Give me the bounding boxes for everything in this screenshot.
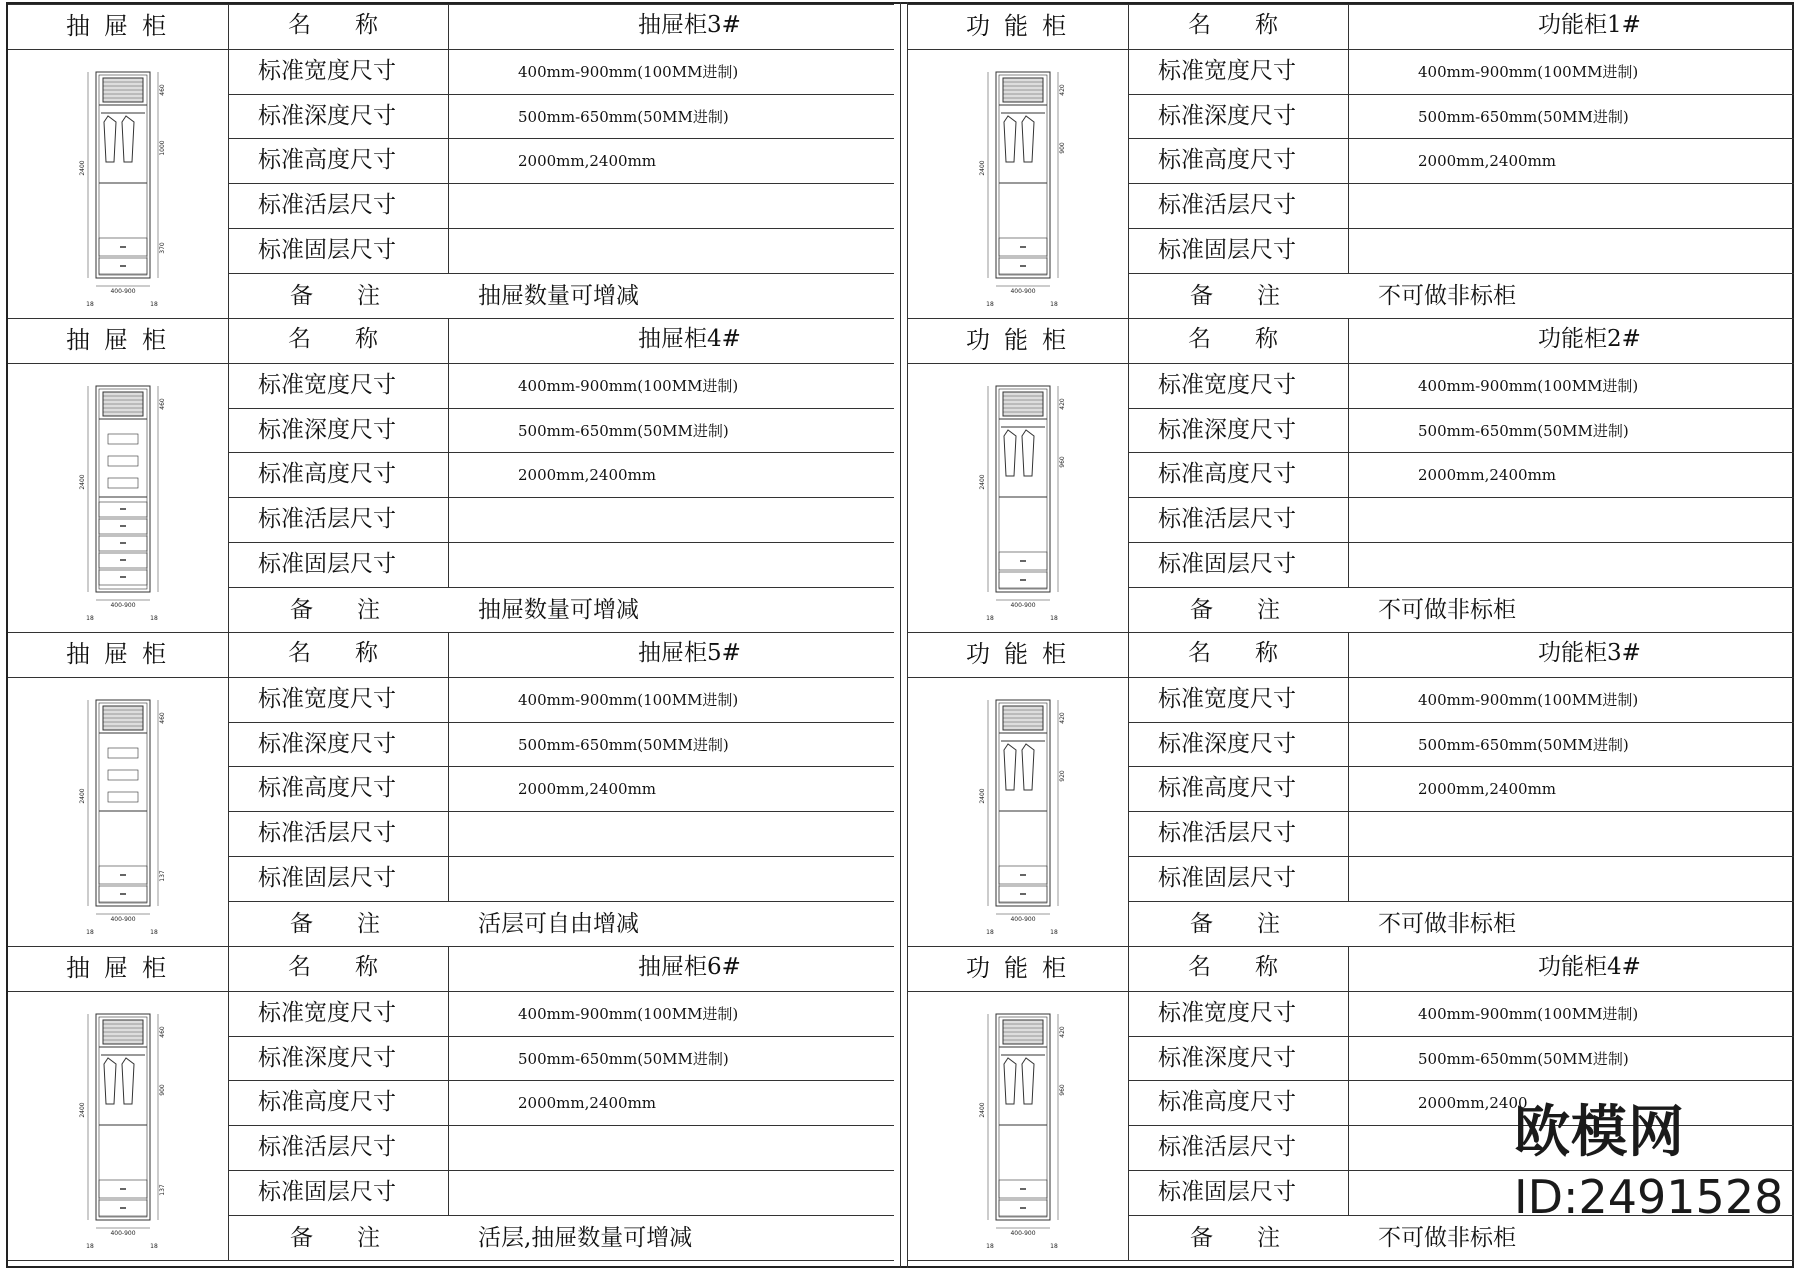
spec-value-height: 2000mm,2400mm [1418,780,1557,799]
spec-value-depth: 500mm-650mm(50MM进制) [518,1049,729,1068]
rule-line [228,1125,894,1126]
garment-shape [1004,430,1016,476]
spec-label-active-shelf: 标准活层尺寸 [258,820,396,847]
spec-value-depth: 500mm-650mm(50MM进制) [518,421,729,440]
remark-value: 不可做非标柜 [1378,282,1516,309]
category-label: 抽屉柜 [66,12,180,40]
remark-label-text: 备注 [290,596,424,623]
cabinet-spec-block [8,632,897,946]
category-label: 功能柜 [966,326,1080,354]
rule-line [1128,4,1129,318]
dim-total-height: 2400 [79,474,86,490]
rule-line [1128,946,1129,1260]
rule-line [1128,856,1794,857]
name-label-text: 名称 [288,640,422,666]
dim-mid: 960 [1059,456,1066,468]
dim-foot-right: 18 [1050,929,1058,936]
cabinet-elevation [968,1000,1088,1252]
spec-label-fixed-shelf: 标准固层尺寸 [258,237,396,263]
spec-value-width: 400mm-900mm(100MM进制) [518,62,739,81]
spec-label-height: 标准高度尺寸 [1158,147,1296,174]
dim-total-height: 2400 [979,788,986,804]
rule-line [228,408,894,409]
garment-shape [1004,744,1016,790]
folded-clothes [108,770,138,780]
rule-line [1128,632,1129,946]
rule-line [1128,722,1794,723]
remark-label [1190,282,1324,309]
spec-value-depth: 500mm-650mm(50MM进制) [518,735,729,754]
remark-label-text: 备注 [1190,910,1324,937]
cabinet-title: 抽屉柜5# [638,640,741,666]
cabinet-drawing [968,1000,1088,1252]
garment-shape [1004,116,1016,162]
rule-line [1128,94,1794,95]
watermark-id: ID:2491528 [1514,1170,1784,1224]
spec-label-depth: 标准深度尺寸 [258,730,396,757]
spec-label-width: 标准宽度尺寸 [258,57,396,84]
rule-line [228,452,894,453]
rule-line [228,183,894,184]
spec-value-width: 400mm-900mm(100MM进制) [1418,690,1639,709]
center-divider [900,2,908,1268]
spec-label-depth: 标准深度尺寸 [1158,102,1296,129]
spec-value-height: 2000mm,2400 [1418,1094,1528,1113]
rule-line [908,49,1794,50]
watermark-logo: 欧模网 [1514,1100,1685,1165]
dim-foot-right: 18 [1050,1243,1058,1250]
rule-line [908,946,1794,947]
cabinet-drawing [968,58,1088,310]
cabinet-spec-block [8,946,897,1260]
cabinet-elevation [68,372,188,624]
folded-clothes [108,792,138,802]
left-panel [8,4,897,1268]
spec-value-width: 400mm-900mm(100MM进制) [1418,62,1639,81]
spec-label-fixed-shelf: 标准固层尺寸 [258,865,396,891]
name-label [1188,328,1322,351]
name-label [288,328,422,351]
dim-top: 460 [159,712,166,724]
dim-low: 137 [159,1184,166,1196]
rule-line [908,991,1794,992]
dim-total-height: 2400 [979,160,986,176]
rule-line [908,318,1794,319]
rule-line [1128,901,1794,902]
remark-label [1190,596,1324,623]
dim-mid: 1000 [159,140,166,156]
spec-label-height: 标准高度尺寸 [258,1089,396,1116]
remark-value: 抽屉数量可增减 [478,596,639,623]
rule-line [448,946,449,1215]
spec-label-width: 标准宽度尺寸 [1158,685,1296,712]
rule-line [8,318,894,319]
rule-line [1128,497,1794,498]
spec-value-height: 2000mm,2400mm [1418,466,1557,485]
dim-foot-left: 18 [986,301,994,308]
remark-label-text: 备注 [1190,282,1324,309]
spec-label-fixed-shelf: 标准固层尺寸 [258,1179,396,1205]
remark-label-text: 备注 [290,1224,424,1251]
rule-line [228,497,894,498]
rule-line [228,1215,894,1216]
spec-value-depth: 500mm-650mm(50MM进制) [518,107,729,126]
category-label: 功能柜 [966,640,1080,668]
rule-line [8,4,894,5]
dim-total-height: 2400 [79,160,86,176]
dim-foot-right: 18 [1050,615,1058,622]
name-label-text: 名称 [1188,640,1322,666]
name-label-text: 名称 [288,12,422,38]
garment-shape [1022,1058,1034,1104]
remark-label [290,1224,424,1251]
dim-foot-right: 18 [150,615,158,622]
garment-shape [104,116,116,162]
rule-line [1128,452,1794,453]
spec-label-fixed-shelf: 标准固层尺寸 [1158,237,1296,263]
remark-value: 不可做非标柜 [1378,1224,1516,1251]
spec-label-active-shelf: 标准活层尺寸 [1158,820,1296,847]
spec-value-width: 400mm-900mm(100MM进制) [518,376,739,395]
folded-clothes [108,434,138,444]
spec-value-height: 2000mm,2400mm [518,1094,657,1113]
category-label: 功能柜 [966,12,1080,40]
rule-line [228,4,229,318]
cabinet-spec-block [8,318,897,632]
rule-line [228,94,894,95]
dim-foot-left: 18 [86,1243,94,1250]
spec-value-width: 400mm-900mm(100MM进制) [1418,1004,1639,1023]
rule-line [1128,318,1129,632]
remark-value: 不可做非标柜 [1378,596,1516,623]
spec-value-height: 2000mm,2400mm [1418,152,1557,171]
cabinet-drawing [968,686,1088,938]
rule-line [908,4,1794,5]
spec-value-height: 2000mm,2400mm [518,466,657,485]
dim-foot-right: 18 [150,929,158,936]
name-label-text: 名称 [1188,12,1322,38]
spec-label-fixed-shelf: 标准固层尺寸 [1158,1179,1296,1205]
garment-shape [1022,430,1034,476]
name-label-text: 名称 [288,954,422,980]
remark-value: 不可做非标柜 [1378,910,1516,937]
rule-line [1128,811,1794,812]
remark-label [290,910,424,937]
rule-line [228,901,894,902]
rule-line [228,228,894,229]
garment-shape [1004,1058,1016,1104]
dim-low: 137 [159,870,166,882]
rule-line [228,946,229,1260]
dim-width: 400-900 [110,1230,136,1237]
dim-foot-left: 18 [86,615,94,622]
spec-label-width: 标准宽度尺寸 [1158,999,1296,1026]
cabinet-spec-block [908,4,1797,318]
remark-value: 活层,抽屉数量可增减 [478,1224,693,1251]
dim-total-height: 2400 [979,474,986,490]
category-label: 功能柜 [966,954,1080,982]
cabinet-elevation [68,686,188,938]
cabinet-elevation [968,686,1088,938]
spec-label-active-shelf: 标准活层尺寸 [258,192,396,219]
remark-label-text: 备注 [290,282,424,309]
spec-label-height: 标准高度尺寸 [1158,1089,1296,1116]
rule-line [1128,542,1794,543]
rule-line [448,4,449,273]
spec-value-depth: 500mm-650mm(50MM进制) [1418,107,1629,126]
dim-foot-left: 18 [986,615,994,622]
rule-line [228,138,894,139]
dim-top: 460 [159,1026,166,1038]
spec-label-height: 标准高度尺寸 [1158,461,1296,488]
spec-label-active-shelf: 标准活层尺寸 [1158,192,1296,219]
spec-label-depth: 标准深度尺寸 [1158,730,1296,757]
spec-label-active-shelf: 标准活层尺寸 [1158,1134,1296,1161]
rule-line [1128,183,1794,184]
remark-label [1190,910,1324,937]
spec-label-depth: 标准深度尺寸 [258,102,396,129]
cabinet-title: 抽屉柜3# [638,12,741,38]
spec-label-width: 标准宽度尺寸 [258,371,396,398]
rule-line [1128,138,1794,139]
remark-value: 抽屉数量可增减 [478,282,639,309]
spec-label-depth: 标准深度尺寸 [258,1044,396,1071]
dim-mid: 900 [1059,142,1066,154]
rule-line [8,946,894,947]
dim-width: 400-900 [110,288,136,295]
cabinet-title: 功能柜1# [1538,12,1641,38]
spec-label-fixed-shelf: 标准固层尺寸 [1158,551,1296,577]
spec-label-active-shelf: 标准活层尺寸 [1158,506,1296,533]
remark-label [290,596,424,623]
dim-top: 420 [1059,84,1066,96]
garment-shape [1022,116,1034,162]
dim-total-height: 2400 [979,1102,986,1118]
rule-line [1348,318,1349,587]
dim-top: 420 [1059,1026,1066,1038]
folded-clothes [108,478,138,488]
category-label: 抽屉柜 [66,640,180,668]
cabinet-drawing [68,686,188,938]
cabinet-title: 抽屉柜4# [638,326,741,352]
spec-value-depth: 500mm-650mm(50MM进制) [1418,735,1629,754]
name-label [1188,14,1322,37]
rule-line [228,273,894,274]
cabinet-spec-block [908,318,1797,632]
rule-line [8,991,894,992]
spec-label-active-shelf: 标准活层尺寸 [258,1134,396,1161]
rule-line [8,363,894,364]
spec-value-width: 400mm-900mm(100MM进制) [1418,376,1639,395]
rule-line [448,318,449,587]
dim-total-height: 2400 [79,788,86,804]
rule-line [228,318,229,632]
spec-label-fixed-shelf: 标准固层尺寸 [258,551,396,577]
dim-width: 400-900 [1010,916,1036,923]
dim-foot-left: 18 [86,929,94,936]
spec-label-width: 标准宽度尺寸 [258,999,396,1026]
spec-value-width: 400mm-900mm(100MM进制) [518,1004,739,1023]
right-panel [908,4,1797,1268]
rule-line [908,363,1794,364]
spec-label-depth: 标准深度尺寸 [1158,416,1296,443]
dim-width: 400-900 [110,602,136,609]
rule-line [1128,1036,1794,1037]
rule-line [228,542,894,543]
remark-label-text: 备注 [1190,1224,1324,1251]
rule-line [908,677,1794,678]
dim-mid: 900 [159,1084,166,1096]
rule-line [8,632,894,633]
name-label [288,642,422,665]
rule-line [1128,766,1794,767]
rule-line [908,632,1794,633]
rule-line [228,722,894,723]
category-label: 抽屉柜 [66,954,180,982]
cabinet-spec-block [8,4,897,318]
dim-top: 460 [159,398,166,410]
cabinet-title: 功能柜2# [1538,326,1641,352]
remark-label [290,282,424,309]
cabinet-title: 抽屉柜6# [638,954,741,980]
dim-foot-left: 18 [986,1243,994,1250]
name-label [288,14,422,37]
name-label [288,956,422,979]
rule-line [228,1036,894,1037]
dim-total-height: 2400 [79,1102,86,1118]
rule-line [228,587,894,588]
dim-mid: 960 [1059,1084,1066,1096]
spec-label-width: 标准宽度尺寸 [1158,57,1296,84]
rule-line [448,632,449,901]
spec-label-width: 标准宽度尺寸 [258,685,396,712]
rule-line [228,766,894,767]
dim-mid: 920 [1059,770,1066,782]
rule-line [8,1260,894,1261]
remark-label [1190,1224,1324,1251]
rule-line [1348,4,1349,273]
name-label [1188,956,1322,979]
cabinet-drawing [68,372,188,624]
spec-value-depth: 500mm-650mm(50MM进制) [1418,421,1629,440]
spec-label-depth: 标准深度尺寸 [1158,1044,1296,1071]
cabinet-title: 功能柜4# [1538,954,1641,980]
cabinet-drawing [68,58,188,310]
garment-shape [122,116,134,162]
cabinet-elevation [68,1000,188,1252]
rule-line [1348,946,1349,1215]
cabinet-drawing [68,1000,188,1252]
dim-width: 400-900 [1010,602,1036,609]
spec-value-height: 2000mm,2400mm [518,780,657,799]
garment-shape [104,1058,116,1104]
dim-width: 400-900 [1010,1230,1036,1237]
dim-foot-right: 18 [1050,301,1058,308]
rule-line [8,677,894,678]
spec-label-height: 标准高度尺寸 [258,775,396,802]
remark-label-text: 备注 [1190,596,1324,623]
dim-foot-right: 18 [150,1243,158,1250]
cabinet-body [96,386,150,592]
dim-width: 400-900 [1010,288,1036,295]
name-label [1188,642,1322,665]
spec-label-depth: 标准深度尺寸 [258,416,396,443]
rule-line [228,1080,894,1081]
remark-value: 活层可自由增减 [478,910,639,937]
name-label-text: 名称 [1188,954,1322,980]
rule-line [228,856,894,857]
dim-low: 370 [159,242,166,254]
rule-line [908,1260,1794,1261]
rule-line [228,632,229,946]
cabinet-drawing [968,372,1088,624]
spec-label-width: 标准宽度尺寸 [1158,371,1296,398]
remark-label-text: 备注 [290,910,424,937]
cabinet-elevation [68,58,188,310]
spec-value-height: 2000mm,2400mm [518,152,657,171]
spec-label-active-shelf: 标准活层尺寸 [258,506,396,533]
rule-line [228,1170,894,1171]
dim-top: 460 [159,84,166,96]
spec-value-width: 400mm-900mm(100MM进制) [518,690,739,709]
rule-line [1128,273,1794,274]
cabinet-elevation [968,58,1088,310]
spec-label-fixed-shelf: 标准固层尺寸 [1158,865,1296,891]
folded-clothes [108,748,138,758]
dim-foot-left: 18 [986,929,994,936]
dim-foot-left: 18 [86,301,94,308]
rule-line [228,811,894,812]
cabinet-elevation [968,372,1088,624]
spec-label-height: 标准高度尺寸 [258,461,396,488]
spec-label-height: 标准高度尺寸 [1158,775,1296,802]
dim-width: 400-900 [110,916,136,923]
dim-top: 420 [1059,712,1066,724]
category-label: 抽屉柜 [66,326,180,354]
rule-line [1128,408,1794,409]
dim-top: 420 [1059,398,1066,410]
cabinet-title: 功能柜3# [1538,640,1641,666]
name-label-text: 名称 [288,326,422,352]
rule-line [1128,587,1794,588]
spec-label-height: 标准高度尺寸 [258,147,396,174]
rule-line [8,49,894,50]
folded-clothes [108,456,138,466]
rule-line [1128,1080,1794,1081]
spec-value-depth: 500mm-650mm(50MM进制) [1418,1049,1629,1068]
rule-line [1348,632,1349,901]
rule-line [1128,1125,1794,1126]
garment-shape [122,1058,134,1104]
name-label-text: 名称 [1188,326,1322,352]
garment-shape [1022,744,1034,790]
cabinet-spec-block [908,632,1797,946]
rule-line [1128,228,1794,229]
dim-foot-right: 18 [150,301,158,308]
